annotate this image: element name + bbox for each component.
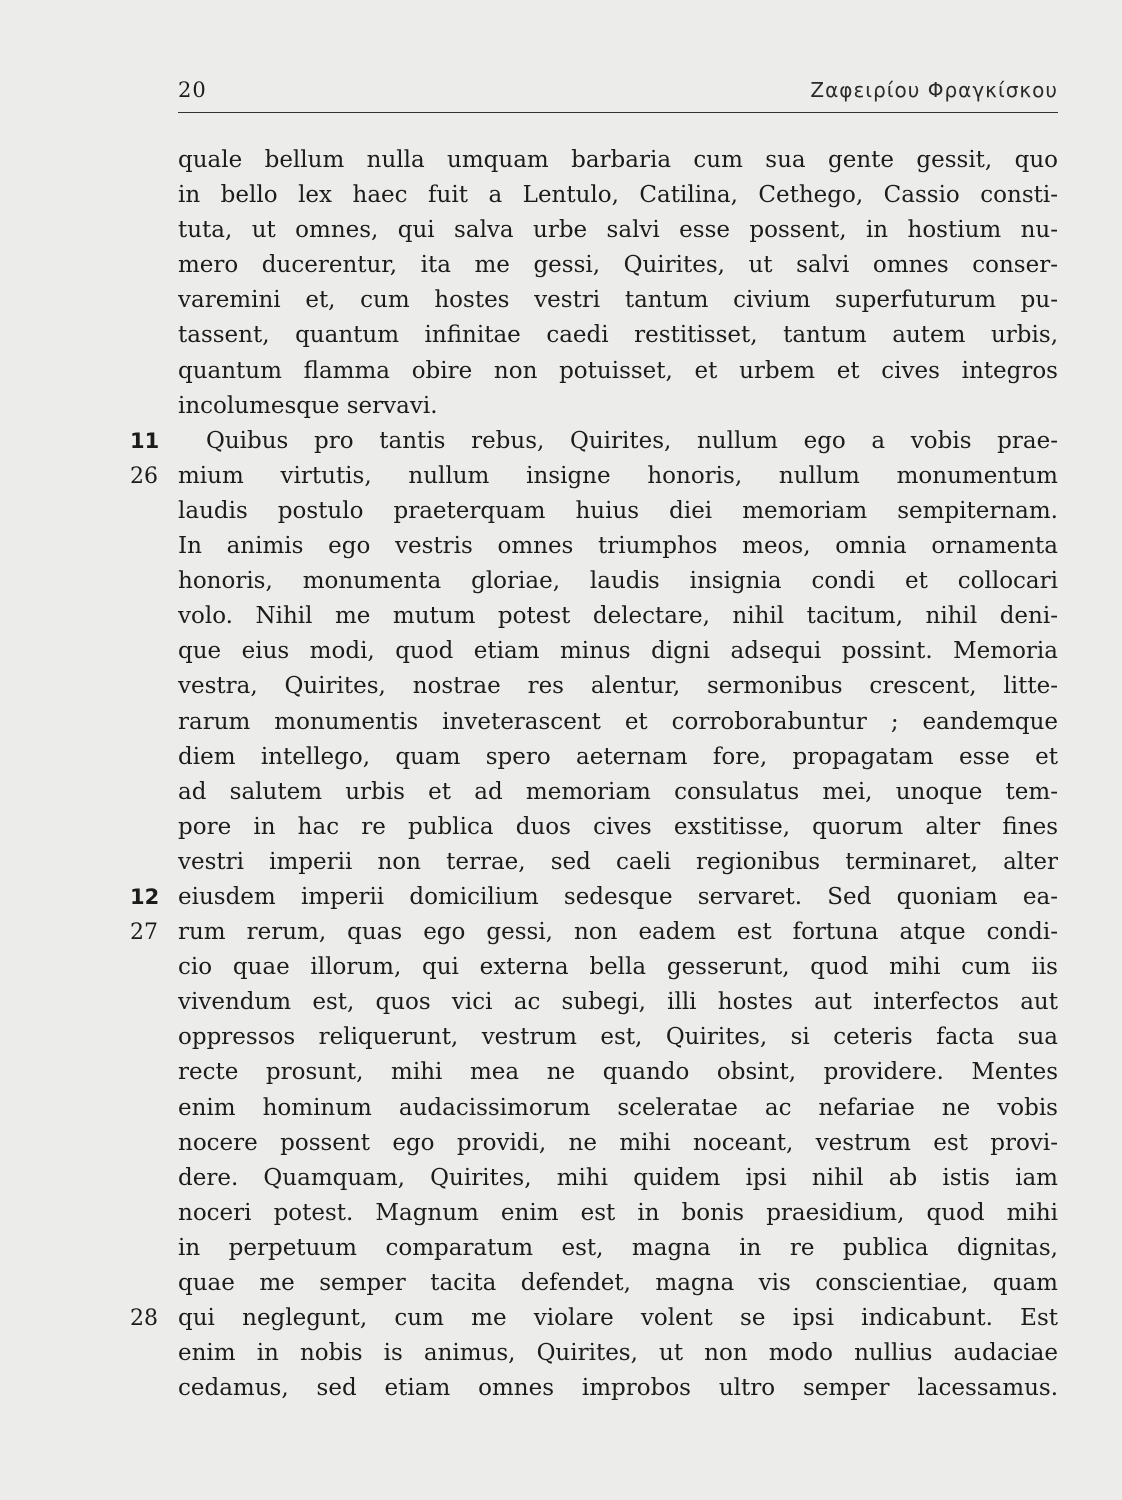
text-line [130,1301,1058,1336]
text-line [178,213,1058,248]
line-text: vestra, Quirites, nostrae res alentur, sermonibus crescent, litte- [178,673,1058,700]
text-line [178,740,1058,775]
line-text: rum rerum, quas ego gessi, non eadem est fortuna atque condi- [178,919,1058,946]
line-text: volo. Nihil me mutum potest delectare, nihil tacitum, nihil deni- [178,603,1058,630]
text-line [178,178,1058,213]
text-line [178,318,1058,353]
text-line [178,1336,1058,1371]
text-line [178,705,1058,740]
line-text: eiusdem imperii domicilium sedesque servaret. Sed quoniam ea- [178,883,1058,910]
text-line [130,880,1058,915]
line-text: mero ducerentur, ita me gessi, Quirites, ut salvi omnes conser- [178,252,1058,279]
text-line [178,1266,1058,1301]
line-text: vestri imperii non terrae, sed caeli regionibus terminaret, alter [178,848,1058,875]
text-line [178,1091,1058,1126]
text-line [178,1371,1058,1406]
line-text: cedamus, sed etiam omnes improbos ultro semper lacessamus. [178,1375,1058,1402]
line-text: oppressos reliquerunt, vestrum est, Quirites, si ceteris facta sua [178,1024,1058,1051]
line-text: laudis postulo praeterquam huius diei memoriam sempiternam. [178,497,1058,524]
line-text: cio quae illorum, qui externa bella gesserunt, quod mihi cum iis [178,954,1058,981]
line-text: honoris, monumenta gloriae, laudis insignia condi et collocari [178,568,1058,595]
margin-number: 26 [130,463,158,489]
line-text: quae me semper tacita defendet, magna vis conscientiae, quam [178,1270,1058,1296]
line-text: In animis ego vestris omnes triumphos meos, omnia ornamenta [178,533,1058,560]
line-text: que eius modi, quod etiam minus digni adsequi possint. Memoria [178,638,1058,665]
line-text: noceri potest. Magnum enim est in bonis praesidium, quod mihi [178,1199,1058,1226]
line-text: vivendum est, quos vici ac subegi, illi hostes aut interfectos aut [178,989,1058,1016]
text-line [178,529,1058,564]
text-line [178,599,1058,634]
text-line [178,564,1058,599]
line-text: varemini et, cum hostes vestri tantum civium superfuturum pu- [178,287,1058,314]
text-line [178,1126,1058,1161]
line-text: diem intellego, quam spero aeternam fore, propagatam esse et [178,743,1058,770]
line-text: in bello lex haec fuit a Lentulo, Catilina, Cethego, Cassio consti- [178,182,1058,209]
margin-number: 12 [130,884,160,909]
line-text: ad salutem urbis et ad memoriam consulatus mei, unoque tem- [178,778,1058,805]
page-header [178,74,1058,108]
text-line [178,950,1058,985]
text-line [178,634,1058,669]
line-text: rarum monumentis inveterascent et corroborabuntur ; eandemque [178,708,1058,735]
running-head: Ζαφειρίου Φραγκίσκου [810,78,1058,102]
line-text: enim hominum audacissimorum sceleratae ac nefariae ne vobis [178,1094,1058,1121]
line-text: qui neglegunt, cum me violare volent se ipsi indicabunt. Est [178,1305,1058,1332]
text-line [178,494,1058,529]
text-line [178,389,1058,424]
text-line [178,283,1058,318]
text-line [178,985,1058,1020]
line-text: nocere possent ego providi, ne mihi noceant, vestrum est provi- [178,1129,1058,1156]
text-line [178,248,1058,283]
margin-number: 11 [130,428,160,453]
margin-number: 28 [130,1306,158,1332]
text-line [130,459,1058,494]
text-line [130,424,1058,459]
line-text: pore in hac re publica duos cives exstitisse, quorum alter fines [178,813,1058,840]
body-text [130,143,1058,1406]
line-text: quale bellum nulla umquam barbaria cum sua gente gessit, quo [178,147,1058,173]
text-line [178,1161,1058,1196]
text-line [178,1231,1058,1266]
line-text: in perpetuum comparatum est, magna in re publica dignitas, [178,1234,1058,1261]
line-text: enim in nobis is animus, Quirites, ut non modo nullius audaciae [178,1340,1058,1367]
line-text: dere. Quamquam, Quirites, mihi quidem ipsi nihil ab istis iam [178,1164,1058,1191]
page-number: 20 [178,78,207,102]
text-line [178,1055,1058,1090]
text-line [178,845,1058,880]
text-line [130,915,1058,950]
line-text: mium virtutis, nullum insigne honoris, nullum monumentum [178,462,1058,489]
text-line [178,354,1058,389]
text-line [178,775,1058,810]
line-text: incolumesque servavi. [178,392,438,419]
header-rule [178,112,1058,113]
line-text: recte prosunt, mihi mea ne quando obsint, providere. Mentes [178,1059,1058,1086]
line-text: tassent, quantum infinitae caedi restitisset, tantum autem urbis, [178,322,1058,349]
text-line [178,1020,1058,1055]
text-line [178,1196,1058,1231]
line-text: Quibus pro tantis rebus, Quirites, nullum ego a vobis prae- [206,427,1058,454]
text-line [178,810,1058,845]
margin-number: 27 [130,920,158,946]
line-text: quantum flamma obire non potuisset, et urbem et cives integros [178,357,1058,384]
text-line [178,143,1058,178]
line-text: tuta, ut omnes, qui salva urbe salvi esse possent, in hostium nu- [178,217,1058,244]
text-line [178,669,1058,704]
